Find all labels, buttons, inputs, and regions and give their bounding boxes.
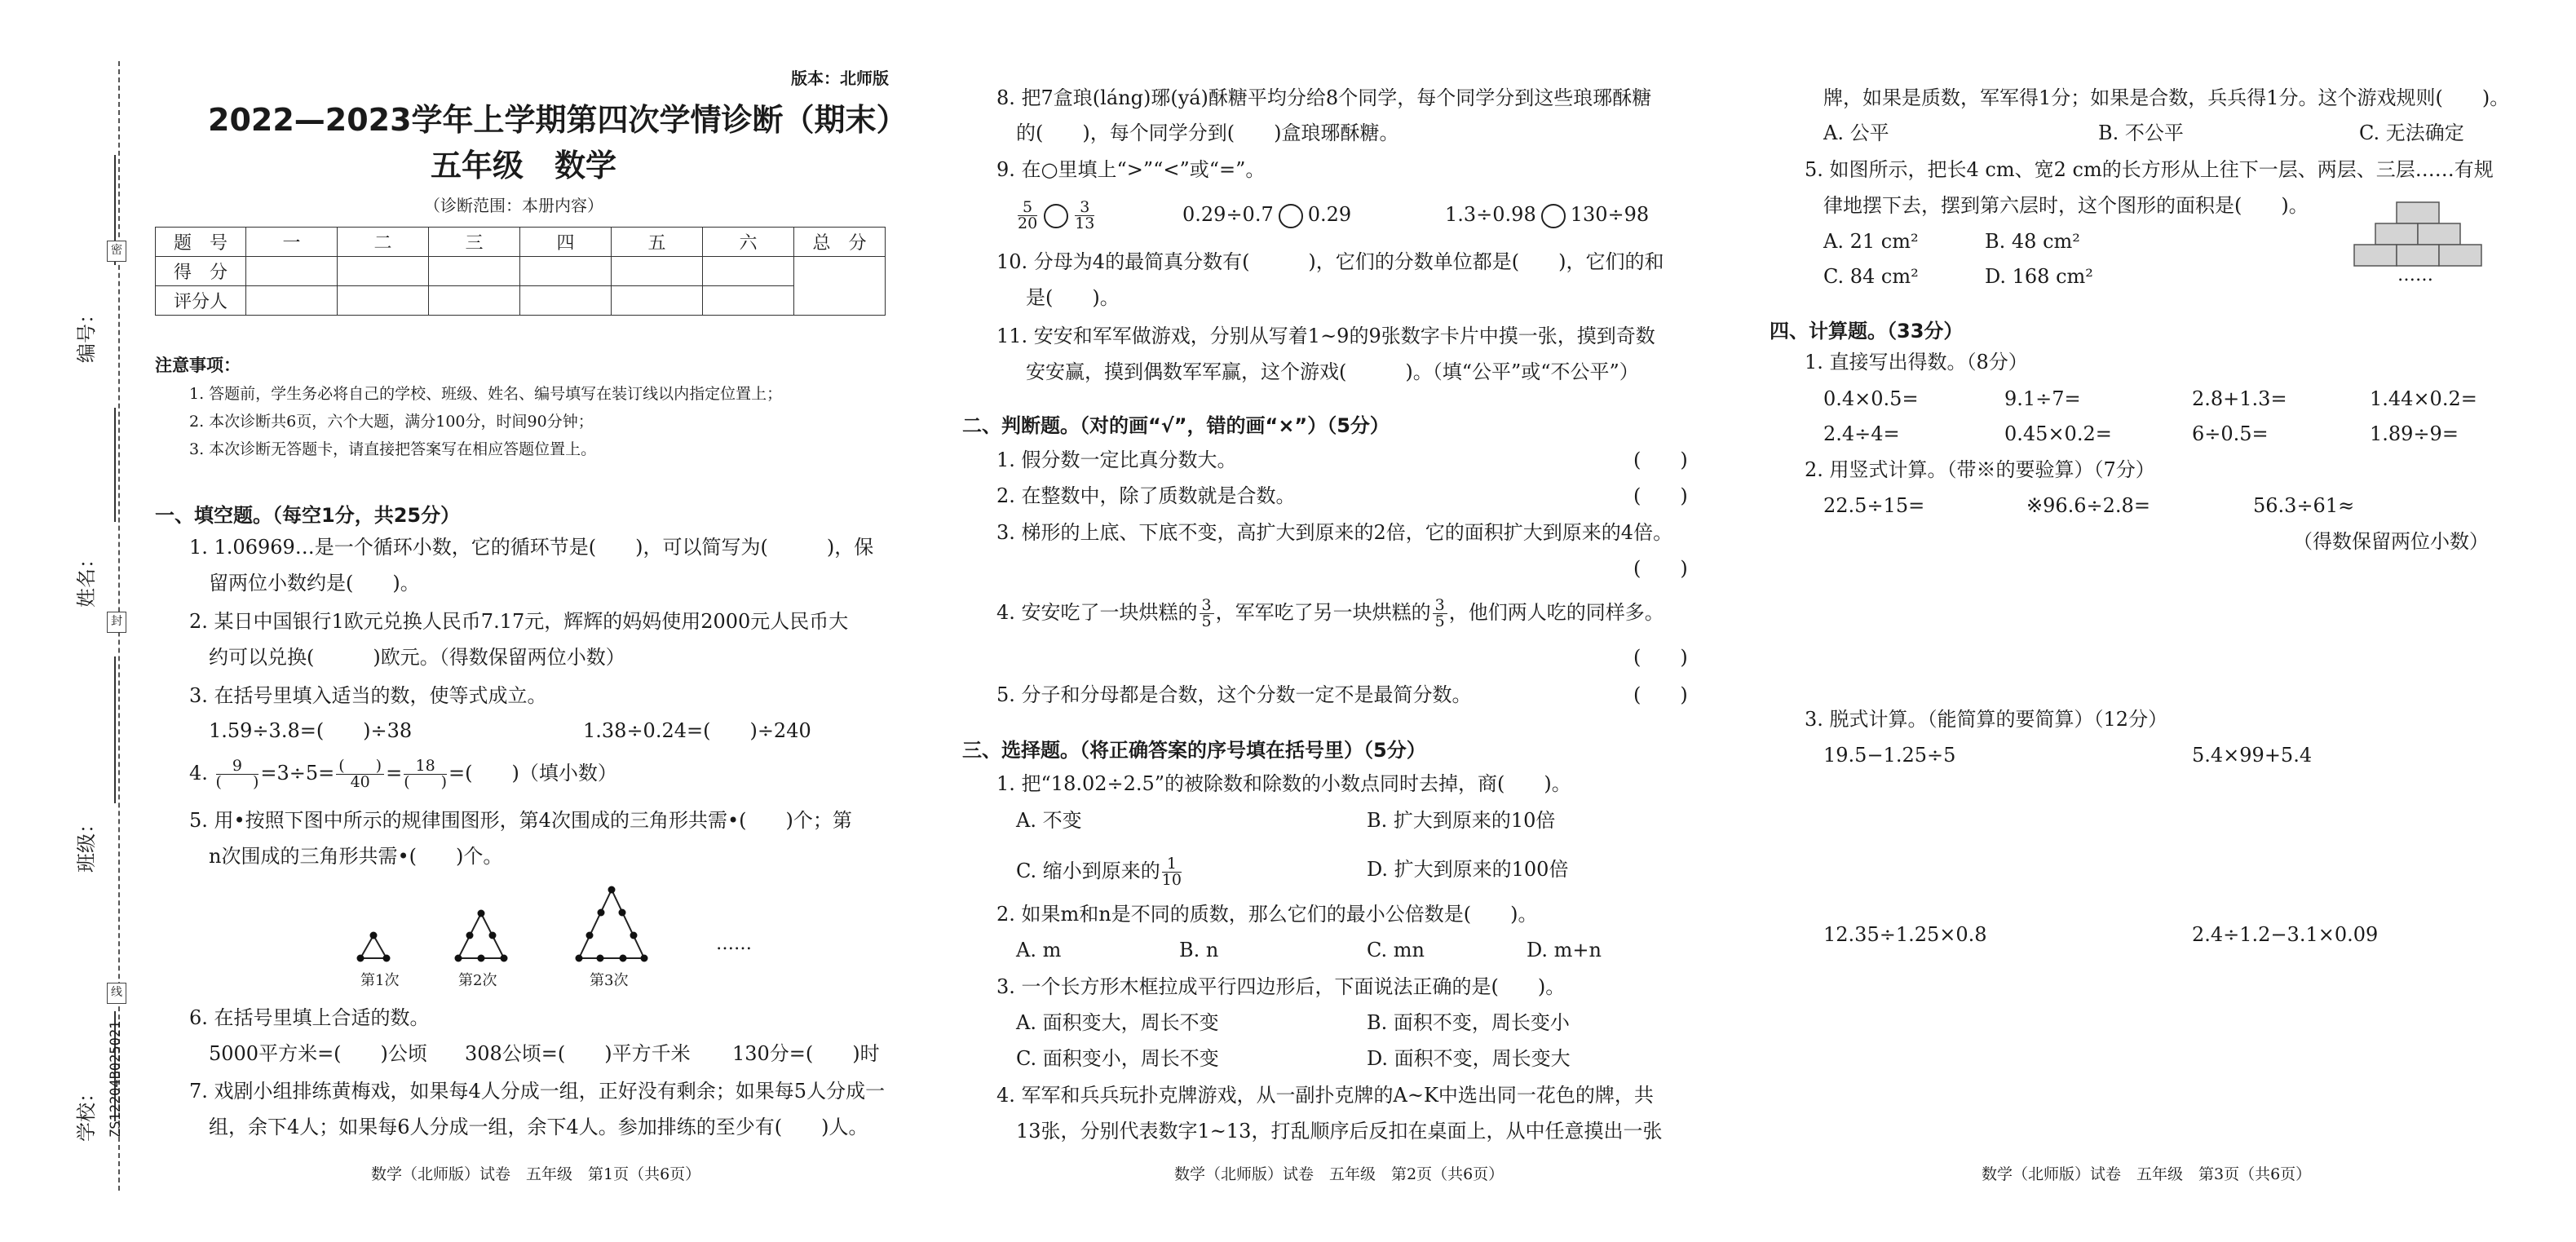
label-xuexiao: 学校：	[75, 1083, 98, 1142]
question-5-cont: n次围成的三角形共需•( )个。	[209, 845, 503, 868]
choice-5-a: A. 21 cm²	[1823, 230, 1919, 253]
score-cell[interactable]	[703, 257, 794, 286]
triangle-label-1: 第1次	[360, 972, 400, 989]
grader-cell[interactable]	[612, 286, 703, 316]
table-header: 三	[429, 228, 520, 257]
q4-fraction-1: $\frac{9}{( )}$	[215, 757, 259, 791]
direct-calc-item: 1.89÷9=	[2370, 422, 2459, 445]
question-10: 10. 分母为4的最简真分数有( )，它们的分数单位都是( )，它们的和	[996, 250, 1664, 273]
q4-fraction-3: $\frac{18}{( )}$	[404, 757, 448, 791]
question-7-cont: 组，余下4人；如果每6人分成一组，余下4人。参加排练的至少有( )人。	[209, 1116, 868, 1138]
table-header: 二	[338, 228, 429, 257]
question-6: 6. 在括号里填上合适的数。	[189, 1006, 430, 1029]
table-header: 一	[246, 228, 338, 257]
vertical-calc-item: 22.5÷15=	[1823, 494, 1925, 517]
direct-calc-item: 9.1÷7=	[2004, 387, 2081, 410]
choice-4-a: A. 公平	[1823, 122, 1889, 144]
note-item: 3. 本次诊断无答题卡，请直接把答案写在相应答题位置上。	[189, 440, 597, 458]
seal-xian: 线	[107, 983, 126, 1004]
label-xingming: 姓名：	[75, 549, 98, 608]
pyramid-ellipsis: ……	[2397, 265, 2433, 285]
question-7: 7. 戏剧小组排练黄梅戏，如果每4人分成一组，正好没有剩余；如果每5人分成一	[189, 1080, 886, 1103]
grader-cell[interactable]	[246, 286, 338, 316]
choice-5-d: D. 168 cm²	[1985, 265, 2093, 288]
choice-4: 4. 军军和兵兵玩扑克牌游戏，从一副扑克牌的A~K中选出同一花色的牌，共	[996, 1084, 1654, 1107]
question-8: 8. 把7盒琅(láng)琊(yá)酥糖平均分给8个同学，每个同学分到这些琅琊酥糖	[996, 86, 1652, 109]
choice-2-d: D. m+n	[1527, 939, 1602, 961]
choice-1-a: A. 不变	[1016, 809, 1082, 832]
q4-equals: =	[386, 762, 403, 785]
page-subtitle: 五年级 数学	[431, 148, 617, 183]
label-bianhao: 编号：	[75, 304, 98, 363]
question-11: 11. 安安和军军做游戏，分别从写着1~9的9张数字卡片中摸一张，摸到奇数	[996, 325, 1655, 347]
score-table	[155, 227, 886, 316]
scope-note: （诊断范围：本册内容）	[424, 196, 603, 215]
q9-fraction-1: $\frac{5}{20}$	[1018, 198, 1038, 232]
q4-mid: =3÷5=	[260, 762, 335, 785]
label-banji: 班级：	[75, 814, 98, 873]
table-header: 五	[612, 228, 703, 257]
choice-3-a: A. 面积变大，周长不变	[1016, 1011, 1219, 1034]
direct-calc-item: 1.44×0.2=	[2370, 387, 2477, 410]
xingming-blank[interactable]	[114, 408, 116, 522]
section-judge: 二、判断题。（对的画“√”，错的画“×”）（5分）	[962, 414, 1390, 437]
grader-cell[interactable]	[429, 286, 520, 316]
choice-4-b: B. 不公平	[2098, 122, 2184, 144]
question-6-c: 130分=( )时	[732, 1042, 880, 1065]
question-9-c: 1.3÷0.98 130÷98	[1445, 201, 1649, 228]
pyramid-block	[2418, 223, 2460, 245]
j4-fraction-1: $\frac{3}{5}$	[1200, 598, 1214, 630]
score-cell[interactable]	[246, 257, 338, 286]
pyramid-block	[2439, 245, 2481, 266]
grader-cell[interactable]	[520, 286, 612, 316]
compare-circle[interactable]	[1541, 204, 1566, 228]
choice-4-c: C. 无法确定	[2359, 122, 2464, 144]
choice-2: 2. 如果m和n是不同的质数，那么它们的最小公倍数是( )。	[996, 903, 1538, 926]
question-9-b: 0.29÷0.7 0.29	[1182, 201, 1351, 228]
judge-bracket[interactable]: ( )	[1633, 683, 1688, 706]
note-item: 1. 答题前，学生务必将自己的学校、班级、姓名、编号填写在装订线以内指定位置上；	[189, 385, 783, 403]
question-10-cont: 是( )。	[1026, 286, 1120, 309]
score-cell[interactable]	[520, 257, 612, 286]
judge-2: 2. 在整数中，除了质数就是合数。	[996, 484, 1296, 507]
section-choice: 三、选择题。（将正确答案的序号填在括号里）（5分）	[962, 739, 1426, 762]
notes-title: 注意事项：	[155, 356, 241, 375]
question-4	[189, 754, 617, 792]
question-11-cont: 安安赢，摸到偶数军军赢，这个游戏( )。（填“公平”或“不公平”）	[1026, 360, 1639, 383]
paper-code: ZS12204B025021	[108, 1020, 124, 1138]
table-header: 四	[520, 228, 612, 257]
direct-calc-item: 6÷0.5=	[2192, 422, 2269, 445]
score-cell[interactable]	[338, 257, 429, 286]
judge-5: 5. 分子和分母都是合数，这个分数一定不是最简分数。	[996, 683, 1472, 706]
choice-2-b: B. n	[1179, 939, 1219, 961]
choice-3: 3. 一个长方形木框拉成平行四边形后，下面说法正确的是( )。	[996, 975, 1566, 998]
question-6-b: 308公顷=( )平方千米	[465, 1042, 691, 1065]
pyramid-block	[2397, 245, 2439, 266]
q4-fraction-2: $\frac{( )}{40}$	[336, 758, 384, 790]
question-5: 5. 用•按照下图中所示的规律围图形，第4次围成的三角形共需•( )个；第	[189, 809, 852, 832]
calc-1: 1. 直接写出得数。（8分）	[1805, 351, 2028, 373]
banji-blank[interactable]	[114, 656, 116, 803]
note-item: 2. 本次诊断共6页，六个大题，满分100分，时间90分钟；	[189, 413, 594, 431]
question-3: 3. 在括号里填入适当的数，使等式成立。	[189, 684, 547, 707]
choice-4-cont: 13张，分别代表数字1~13，打乱顺序后反扣在桌面上，从中任意摸出一张	[1016, 1120, 1663, 1143]
triangle-label-2: 第2次	[458, 972, 497, 989]
round-note: （得数保留两位小数）	[2293, 530, 2489, 553]
judge-4: 4. 安安吃了一块烘糕的 $\frac{3}{5}$ ，军军吃了另一块烘糕的 $\frac{3}{5}$ ，他们两人吃的同样多。	[996, 596, 1664, 630]
pyramid-block	[2375, 223, 2418, 245]
section-fill-blank: 一、填空题。（每空1分，共25分）	[155, 504, 461, 527]
stepwise-calc-item: 5.4×99+5.4	[2192, 744, 2313, 767]
choice-5-cont: 律地摆下去，摆到第六层时，这个图形的面积是( )。	[1823, 194, 2309, 217]
table-header: 总 分	[794, 228, 886, 257]
choice-1-d: D. 扩大到原来的100倍	[1367, 858, 1569, 881]
judge-bracket[interactable]: ( )	[1633, 646, 1688, 669]
row-label-score: 得 分	[156, 257, 246, 286]
judge-bracket[interactable]: ( )	[1633, 484, 1688, 507]
choice-5: 5. 如图所示，把长4 cm、宽2 cm的长方形从上往下一层、两层、三层……有规	[1805, 158, 2494, 181]
table-header: 六	[703, 228, 794, 257]
q4-prefix: 4.	[189, 762, 208, 785]
choice-3-c: C. 面积变小，周长不变	[1016, 1047, 1219, 1070]
grader-cell[interactable]	[338, 286, 429, 316]
page-title: 2022—2023学年上学期第四次学情诊断（期末）	[208, 102, 908, 138]
version-label: 版本：北师版	[791, 69, 889, 88]
grader-row	[156, 286, 886, 316]
score-cell[interactable]	[429, 257, 520, 286]
choice-5-b: B. 48 cm²	[1985, 230, 2080, 253]
grader-cell[interactable]	[703, 286, 794, 316]
score-row	[156, 257, 886, 286]
seal-mi: 密	[107, 241, 126, 262]
question-2-cont: 约可以兑换( )欧元。（得数保留两位小数）	[209, 646, 625, 669]
row-label-grader: 评分人	[156, 286, 246, 316]
direct-calc-item: 2.8+1.3=	[2192, 387, 2287, 410]
table-header: 题 号	[156, 228, 246, 257]
stepwise-calc-item: 2.4÷1.2−3.1×0.09	[2192, 923, 2379, 946]
direct-calc-item: 0.45×0.2=	[2004, 422, 2112, 445]
seal-feng: 封	[107, 612, 126, 633]
choice-4-cont2: 牌，如果是质数，军军得1分；如果是合数，兵兵得1分。这个游戏规则( )。	[1823, 86, 2510, 109]
rectangle-pyramid-figure	[2348, 199, 2487, 272]
triangle-step-1	[357, 932, 391, 962]
direct-calc-item: 2.4÷4=	[1823, 422, 1900, 445]
question-6-a: 5000平方米=( )公顷	[209, 1042, 427, 1065]
triangle-ellipsis: ……	[716, 934, 752, 954]
judge-3: 3. 梯形的上底、下底不变，高扩大到原来的2倍，它的面积扩大到原来的4倍。	[996, 521, 1673, 544]
triangle-label-3: 第3次	[590, 972, 629, 989]
choice-1: 1. 把“18.02÷2.5”的被除数和除数的小数点同时去掉，商( )。	[996, 772, 1571, 795]
page-footer-3: 数学（北师版）试卷 五年级 第3页（共6页）	[1982, 1165, 2312, 1183]
question-9-a	[1016, 196, 1096, 233]
score-cell[interactable]	[612, 257, 703, 286]
choice-5-c: C. 84 cm²	[1823, 265, 1919, 288]
c1-fraction: $\frac{1}{10}$	[1161, 855, 1182, 889]
direct-calc-item: 0.4×0.5=	[1823, 387, 1919, 410]
choice-1-c: C. 缩小到原来的 $\frac{1}{10}$	[1016, 855, 1182, 889]
choice-3-b: B. 面积不变，周长变小	[1367, 1011, 1570, 1034]
question-1: 1. 1.06969…是一个循环小数，它的循环节是( )，可以简写为( )，保	[189, 536, 874, 559]
section-calc: 四、计算题。（33分）	[1770, 320, 1964, 343]
question-9: 9. 在○里填上“>”“<”或“=”。	[996, 158, 1266, 181]
choice-3-d: D. 面积不变，周长变大	[1367, 1047, 1571, 1070]
j4-fraction-2: $\frac{3}{5}$	[1433, 598, 1447, 630]
choice-1-b: B. 扩大到原来的10倍	[1367, 809, 1556, 832]
vertical-calc-item: 56.3÷61≈	[2253, 494, 2355, 517]
pyramid-block	[2397, 202, 2439, 223]
triangle-step-3	[576, 886, 648, 962]
stepwise-calc-item: 12.35÷1.25×0.8	[1823, 923, 1987, 946]
choice-2-c: C. mn	[1367, 939, 1425, 961]
calc-3: 3. 脱式计算。（能简算的要简算）（12分）	[1805, 708, 2168, 731]
q4-end: =( )（填小数）	[448, 762, 617, 785]
compare-circle[interactable]	[1279, 204, 1303, 228]
question-2: 2. 某日中国银行1欧元兑换人民币7.17元，辉辉的妈妈使用2000元人民币大	[189, 610, 849, 633]
choice-2-a: A. m	[1016, 939, 1062, 961]
vertical-calc-item: ※96.6÷2.8=	[2026, 494, 2150, 517]
total-score-cell[interactable]	[794, 257, 886, 316]
compare-circle[interactable]	[1044, 204, 1068, 228]
page-footer-1: 数学（北师版）试卷 五年级 第1页（共6页）	[371, 1165, 701, 1183]
question-3-left: 1.59÷3.8=( )÷38	[209, 719, 413, 742]
question-8-cont: 的( )，每个同学分到( )盒琅琊酥糖。	[1016, 122, 1399, 144]
judge-1: 1. 假分数一定比真分数大。	[996, 449, 1237, 471]
question-3-right: 1.38÷0.24=( )÷240	[583, 719, 811, 742]
judge-bracket[interactable]: ( )	[1633, 449, 1688, 471]
score-table-header-row	[156, 228, 886, 257]
page-footer-2: 数学（北师版）试卷 五年级 第2页（共6页）	[1174, 1165, 1505, 1183]
judge-bracket[interactable]: ( )	[1633, 557, 1688, 580]
triangle-step-2	[455, 910, 508, 962]
pyramid-block	[2354, 245, 2397, 266]
question-1-cont: 留两位小数约是( )。	[209, 572, 420, 594]
stepwise-calc-item: 19.5−1.25÷5	[1823, 744, 1956, 767]
q9-fraction-2: $\frac{3}{13}$	[1075, 198, 1095, 232]
calc-2: 2. 用竖式计算。（带※的要验算）（7分）	[1805, 458, 2155, 481]
